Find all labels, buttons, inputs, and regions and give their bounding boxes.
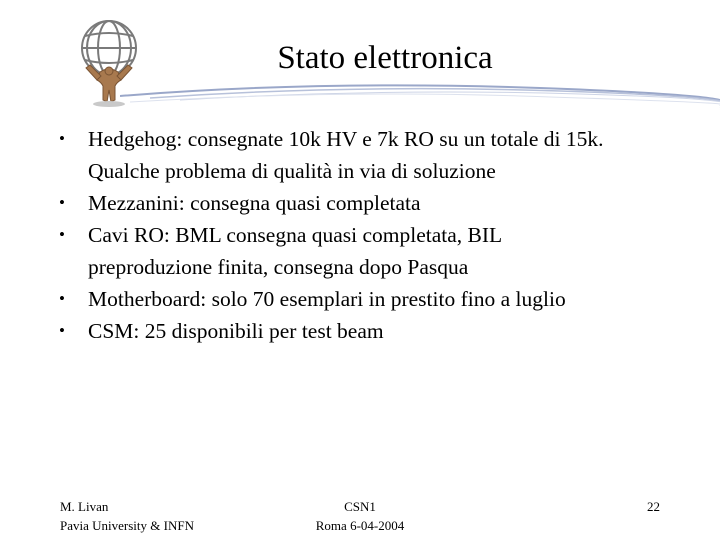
footer-author: M. Livan bbox=[60, 499, 109, 514]
bullet-list bbox=[55, 123, 695, 347]
bullet-item bbox=[55, 219, 695, 283]
bullet-item bbox=[55, 123, 695, 187]
page-number: 22 bbox=[647, 499, 660, 514]
bullet-item bbox=[55, 187, 695, 219]
footer-event-block bbox=[290, 497, 430, 535]
slide-title: Stato elettronica bbox=[277, 40, 493, 76]
bullet-item bbox=[55, 315, 695, 347]
bullet-dot: • bbox=[59, 225, 65, 244]
bullet-text-continuation: preproduzione finita, consegna dopo Pasqua bbox=[88, 255, 469, 279]
footer-author-block bbox=[60, 497, 194, 535]
bullet-dot: • bbox=[59, 193, 65, 212]
bullet-text: CSM: 25 disponibili per test beam bbox=[88, 319, 384, 343]
bullet-text: Motherboard: solo 70 esemplari in prestito fino a luglio bbox=[88, 287, 566, 311]
title-swoosh-decoration bbox=[120, 76, 720, 116]
footer-affiliation: Pavia University & INFN bbox=[60, 518, 194, 533]
footer-event: CSN1 bbox=[344, 499, 376, 514]
bullet-dot: • bbox=[59, 129, 65, 148]
bullet-dot: • bbox=[59, 321, 65, 340]
bullet-text: Hedgehog: consegnate 10k HV e 7k RO su un totale di 15k. bbox=[88, 127, 604, 151]
bullet-text-continuation: Qualche problema di qualità in via di soluzione bbox=[88, 159, 496, 183]
bullet-text: Cavi RO: BML consegna quasi completata, BIL bbox=[88, 223, 503, 247]
bullet-item bbox=[55, 283, 695, 315]
bullet-dot: • bbox=[59, 289, 65, 308]
bullet-text: Mezzanini: consegna quasi completata bbox=[88, 191, 421, 215]
footer-place-date: Roma 6-04-2004 bbox=[315, 518, 405, 533]
